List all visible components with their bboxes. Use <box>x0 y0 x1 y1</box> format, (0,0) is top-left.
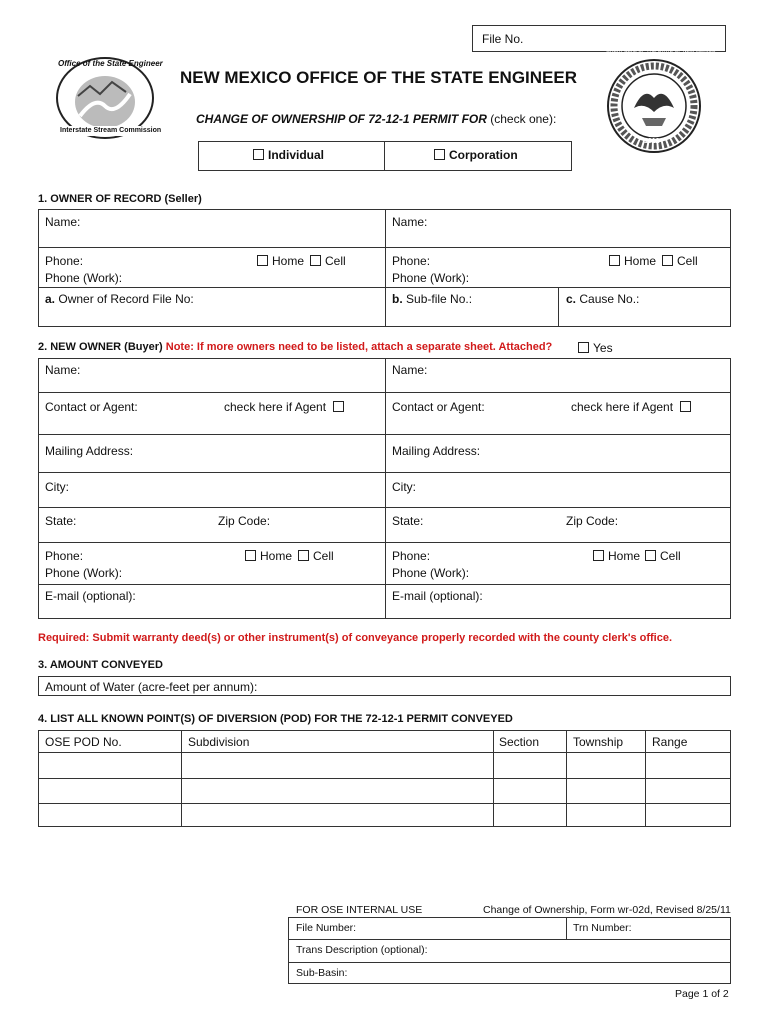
checkbox[interactable] <box>245 550 256 561</box>
form-info: Change of Ownership, Form wr-02d, Revised 8/25/11 <box>483 904 731 916</box>
checkbox[interactable] <box>298 550 309 561</box>
amount-label: Amount of Water (acre-feet per annum): <box>45 680 258 694</box>
new-owner-note: Note: If more owners need to be listed, attach a separate sheet. Attached? <box>165 341 553 353</box>
checkbox[interactable] <box>257 255 268 266</box>
cell-label: Cell <box>660 549 681 563</box>
seal-text: GREAT SEAL OF THE STATE OF NEW MEXICO <box>606 48 716 54</box>
buyer-zip-right[interactable]: Zip Code: <box>566 514 619 528</box>
buyer-home-left[interactable] <box>245 549 292 563</box>
buyer-mailing-left[interactable]: Mailing Address: <box>45 444 134 458</box>
cell-label: Cell <box>325 254 346 268</box>
required-note: Required: Submit warranty deed(s) or other instrument(s) of conveyance properly recorded with the county clerk's office. <box>38 632 673 644</box>
cell-label: Cell <box>677 254 698 268</box>
buyer-cell-right[interactable] <box>645 549 681 563</box>
seller-cell-right[interactable] <box>662 254 698 268</box>
cause-label: Cause No.: <box>579 292 640 306</box>
buyer-phone-left[interactable]: Phone: <box>45 549 84 563</box>
seal-year: 1912 <box>644 138 660 145</box>
amount-heading: 3. AMOUNT CONVEYED <box>38 659 163 671</box>
checkbox[interactable] <box>645 550 656 561</box>
pod-col-subdivision: Subdivision <box>188 735 250 749</box>
new-owner-heading-text: 2. NEW OWNER (Buyer) <box>38 341 163 353</box>
seller-home-left[interactable] <box>257 254 304 268</box>
attached-yes[interactable] <box>578 341 613 355</box>
buyer-name-right[interactable]: Name: <box>392 363 428 377</box>
agent-checkbox[interactable] <box>333 401 344 412</box>
internal-sub-basin[interactable]: Sub-Basin: <box>296 967 348 979</box>
new-owner-heading <box>38 341 552 353</box>
seller-name-left[interactable]: Name: <box>45 215 81 229</box>
buyer-state-left[interactable]: State: <box>45 514 77 528</box>
individual-label: Individual <box>268 148 325 162</box>
prefix-a: a. <box>45 292 56 306</box>
agent-checkbox[interactable] <box>680 401 691 412</box>
pod-row-1[interactable] <box>38 752 731 778</box>
agent-check-right[interactable] <box>571 400 695 414</box>
buyer-zip-left[interactable]: Zip Code: <box>218 514 271 528</box>
checkbox[interactable] <box>593 550 604 561</box>
pod-row-3[interactable] <box>38 803 731 827</box>
seller-phone-right[interactable]: Phone: <box>392 254 431 268</box>
home-label: Home <box>272 254 305 268</box>
page-title: NEW MEXICO OFFICE OF THE STATE ENGINEER <box>180 68 577 87</box>
pod-col-ose-pod: OSE POD No. <box>45 735 122 749</box>
pod-col-range: Range <box>652 735 688 749</box>
individual-checkbox[interactable] <box>253 149 264 160</box>
agent-check-label: check here if Agent <box>224 400 327 414</box>
buyer-city-right[interactable]: City: <box>392 480 416 494</box>
home-label: Home <box>608 549 641 563</box>
buyer-home-right[interactable] <box>593 549 640 563</box>
pod-row-2[interactable] <box>38 778 731 803</box>
corporation-label: Corporation <box>449 148 518 162</box>
buyer-mailing-right[interactable]: Mailing Address: <box>392 444 481 458</box>
buyer-state-right[interactable]: State: <box>392 514 424 528</box>
buyer-phone-right[interactable]: Phone: <box>392 549 431 563</box>
subtitle-main: CHANGE OF OWNERSHIP OF 72-12-1 PERMIT FOR <box>196 112 487 126</box>
owner-file-no-label: Owner of Record File No: <box>58 292 194 306</box>
logo-text-top: Office of the State Engineer <box>58 59 163 68</box>
seller-phone-work-left[interactable]: Phone (Work): <box>45 271 123 285</box>
ose-logo <box>50 56 163 141</box>
pod-col-township: Township <box>573 735 624 749</box>
buyer-cell-left[interactable] <box>298 549 334 563</box>
subfile-no[interactable] <box>392 292 472 306</box>
internal-trn-number[interactable]: Trn Number: <box>573 922 632 934</box>
attached-checkbox[interactable] <box>578 342 589 353</box>
pod-col-section: Section <box>499 735 540 749</box>
logo-text-bottom: Interstate Stream Commission <box>60 127 162 134</box>
subtitle <box>196 112 556 126</box>
prefix-c: c. <box>566 292 577 306</box>
owner-record-heading: 1. OWNER OF RECORD (Seller) <box>38 193 202 205</box>
state-seal <box>606 48 716 154</box>
seller-cell-left[interactable] <box>310 254 346 268</box>
internal-file-number[interactable]: File Number: <box>296 922 357 934</box>
pod-heading: 4. LIST ALL KNOWN POINT(S) OF DIVERSION (POD) FOR THE 72-12-1 PERMIT CONVEYED <box>38 713 513 725</box>
buyer-contact-left[interactable]: Contact or Agent: <box>45 400 138 414</box>
subfile-label: Sub-file No.: <box>406 292 473 306</box>
internal-trans-desc[interactable]: Trans Description (optional): <box>296 944 428 956</box>
buyer-phone-work-right[interactable]: Phone (Work): <box>392 566 470 580</box>
file-no-label: File No. <box>482 32 524 46</box>
option-individual[interactable] <box>253 148 324 162</box>
agent-check-left[interactable] <box>224 400 348 414</box>
buyer-email-left[interactable]: E-mail (optional): <box>45 589 136 603</box>
agent-check-label: check here if Agent <box>571 400 674 414</box>
seller-name-right[interactable]: Name: <box>392 215 428 229</box>
corporation-checkbox[interactable] <box>434 149 445 160</box>
owner-file-no[interactable] <box>45 292 194 306</box>
amount-field[interactable] <box>38 676 731 696</box>
home-label: Home <box>260 549 293 563</box>
buyer-phone-work-left[interactable]: Phone (Work): <box>45 566 123 580</box>
home-label: Home <box>624 254 657 268</box>
option-corporation[interactable] <box>434 148 518 162</box>
yes-label: Yes <box>593 341 613 355</box>
buyer-name-left[interactable]: Name: <box>45 363 81 377</box>
checkbox[interactable] <box>609 255 620 266</box>
prefix-b: b. <box>392 292 403 306</box>
buyer-contact-right[interactable]: Contact or Agent: <box>392 400 485 414</box>
seller-home-right[interactable] <box>609 254 656 268</box>
seller-phone-left[interactable]: Phone: <box>45 254 84 268</box>
buyer-email-right[interactable]: E-mail (optional): <box>392 589 483 603</box>
checkbox[interactable] <box>662 255 673 266</box>
cause-no[interactable] <box>566 292 639 306</box>
internal-heading: FOR OSE INTERNAL USE <box>296 904 423 916</box>
seller-phone-work-right[interactable]: Phone (Work): <box>392 271 470 285</box>
buyer-city-left[interactable]: City: <box>45 480 69 494</box>
page-number: Page 1 of 2 <box>675 988 729 1000</box>
checkbox[interactable] <box>310 255 321 266</box>
subtitle-suffix: (check one): <box>490 112 557 126</box>
cell-label: Cell <box>313 549 334 563</box>
